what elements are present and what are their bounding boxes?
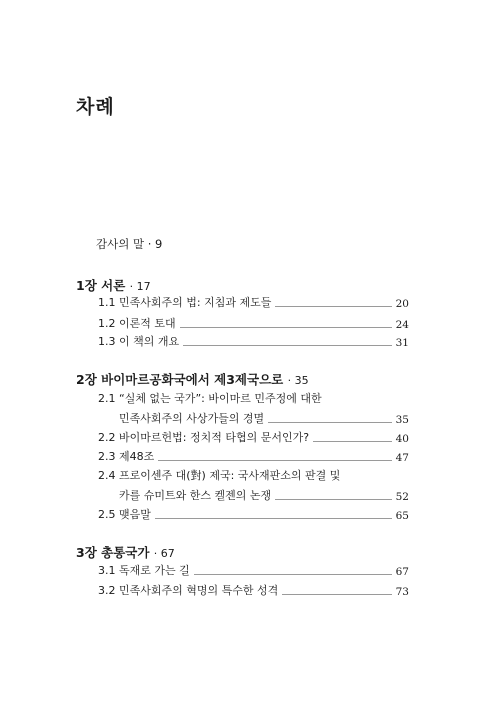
chapter-2-heading bbox=[76, 370, 309, 388]
preface-entry: 감사의 말 · 9 bbox=[96, 237, 163, 251]
dot-leader bbox=[180, 327, 392, 328]
toc-entry-2-4-line1 bbox=[98, 467, 409, 483]
dot-leader bbox=[282, 594, 391, 595]
toc-entry-text: 1.1 민족사회주의 법: 지침과 제도들 bbox=[98, 296, 272, 309]
toc-entry-page: 65 bbox=[395, 510, 409, 522]
toc-entry-text: 2.2 바이마르헌법: 정치적 타협의 문서인가? bbox=[98, 431, 310, 444]
page-title: 차례 bbox=[76, 96, 115, 118]
chapter-3-page: · 67 bbox=[153, 547, 175, 560]
toc-entry-3-1 bbox=[98, 562, 409, 578]
toc-entry-text: 1.3 이 책의 개요 bbox=[98, 335, 180, 348]
toc-entry-text: 2.4 프로이센주 대(對) 제국: 국사재판소의 판결 및 bbox=[98, 469, 341, 482]
toc-entry-page: 24 bbox=[395, 319, 409, 331]
chapter-3-title: 3장 총통국가 bbox=[76, 545, 150, 560]
toc-entry-page: 47 bbox=[395, 452, 409, 464]
dot-leader bbox=[158, 460, 391, 461]
toc-entry-text: 3.2 민족사회주의 혁명의 특수한 성격 bbox=[98, 584, 279, 597]
toc-entry-1-1 bbox=[98, 294, 409, 310]
chapter-1-title: 1장 서론 bbox=[76, 278, 126, 293]
chapter-2-title: 2장 바이마르공화국에서 제3제국으로 bbox=[76, 372, 284, 387]
toc-entry-1-3 bbox=[98, 333, 409, 349]
toc-entry-2-2 bbox=[98, 429, 409, 445]
chapter-2-page: · 35 bbox=[287, 374, 309, 387]
toc-entry-text: 1.2 이론적 토대 bbox=[98, 317, 176, 330]
toc-entry-page: 31 bbox=[395, 337, 409, 349]
toc-entry-text: 2.1 “실체 없는 국가”: 바이마르 민주정에 대한 bbox=[98, 392, 322, 405]
dot-leader bbox=[183, 345, 392, 346]
toc-entry-2-3 bbox=[98, 448, 409, 464]
dot-leader bbox=[155, 518, 392, 519]
dot-leader bbox=[313, 441, 392, 442]
toc-entry-1-2 bbox=[98, 315, 409, 331]
toc-entry-text: 3.1 독재로 가는 길 bbox=[98, 564, 190, 577]
dot-leader bbox=[275, 306, 391, 307]
toc-entry-page: 67 bbox=[395, 566, 409, 578]
toc-entry-2-5 bbox=[98, 506, 409, 522]
toc-entry-text: 2.5 맺음말 bbox=[98, 508, 151, 521]
toc-entry-text: 2.3 제48조 bbox=[98, 450, 155, 463]
toc-entry-3-2 bbox=[98, 582, 409, 598]
chapter-3-heading bbox=[76, 543, 175, 561]
toc-entry-page: 20 bbox=[395, 298, 409, 310]
toc-entry-page: 52 bbox=[395, 491, 409, 503]
dot-leader bbox=[194, 574, 392, 575]
chapter-1-heading bbox=[76, 276, 151, 294]
chapter-1-page: · 17 bbox=[129, 280, 151, 293]
dot-leader bbox=[275, 499, 392, 500]
toc-entry-page: 73 bbox=[395, 586, 409, 598]
toc-entry-page: 35 bbox=[395, 414, 409, 426]
toc-entry-2-1-line2 bbox=[119, 410, 409, 426]
dot-leader bbox=[268, 422, 391, 423]
toc-entry-page: 40 bbox=[395, 433, 409, 445]
toc-entry-text-cont: 카를 슈미트와 한스 켈젠의 논쟁 bbox=[119, 489, 272, 502]
toc-entry-2-4-line2 bbox=[119, 487, 409, 503]
toc-entry-2-1-line1 bbox=[98, 390, 409, 406]
toc-entry-text-cont: 민족사회주의 사상가들의 경멸 bbox=[119, 412, 265, 425]
